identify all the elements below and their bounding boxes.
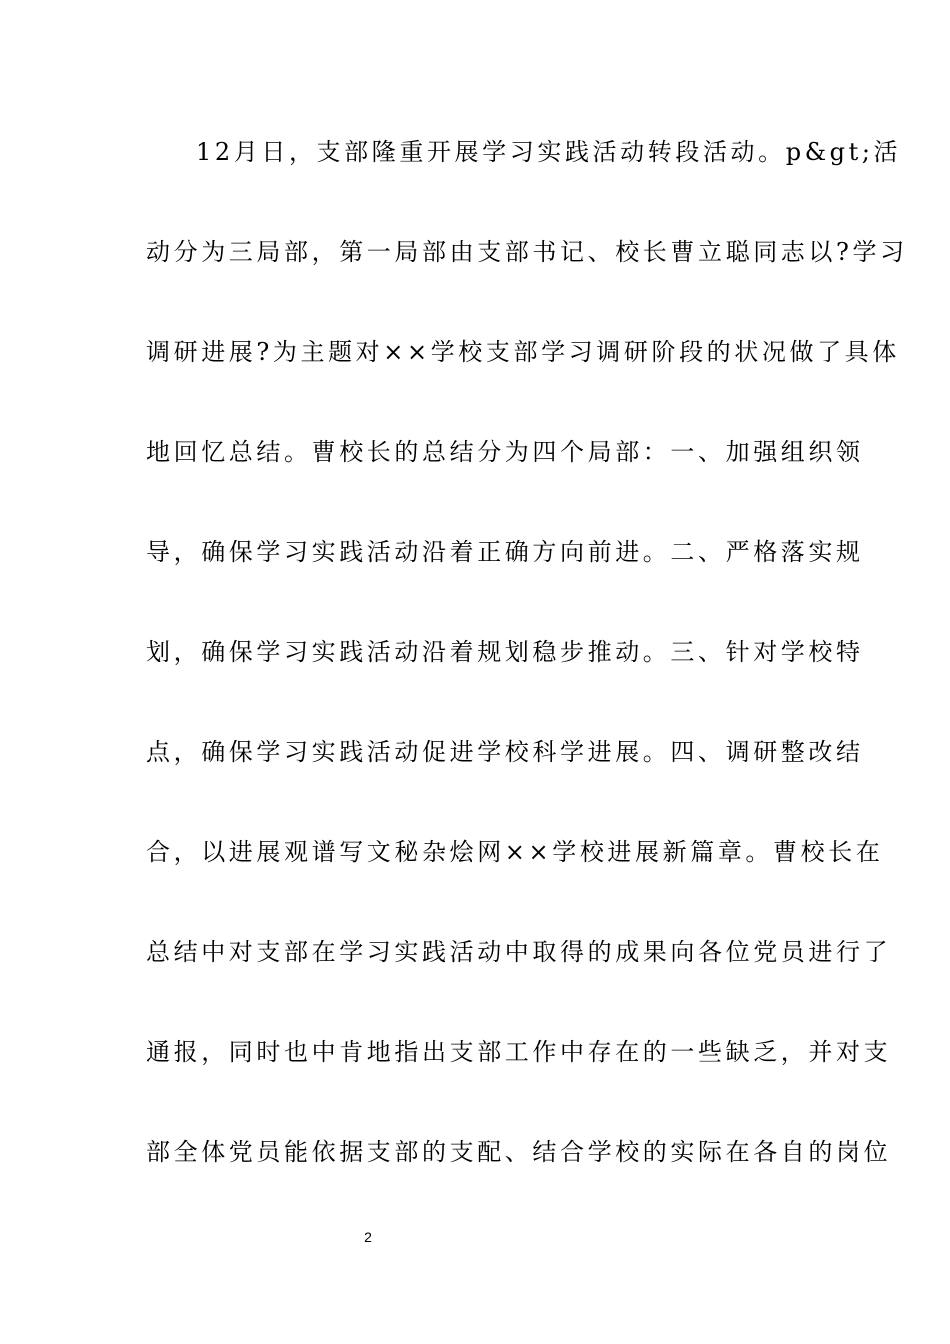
text-line-3: 调研进展?为主题对××学校支部学习调研阶段的状况做了具体 [146, 338, 900, 366]
text-line-7: 点，确保学习实践活动促进学校科学进展。四、调研整改结 [146, 738, 864, 766]
text-line-8: 合，以进展观谱写文秘杂烩网××学校进展新篇章。曹校长在 [146, 838, 884, 866]
text-line-11: 部全体党员能依据支部的支配、结合学校的实际在各自的岗位 [146, 1138, 892, 1166]
text-line-10: 通报，同时也中肯地指出支部工作中存在的一些缺乏，并对支 [146, 1038, 892, 1066]
text-line-9: 总结中对支部在学习实践活动中取得的成果向各位党员进行了 [146, 938, 892, 966]
text-line-2: 动分为三局部，第一局部由支部书记、校长曹立聪同志以?学习 [146, 238, 908, 266]
text-line-5: 导，确保学习实践活动沿着正确方向前进。二、严格落实规 [146, 538, 864, 566]
page-number: 2 [364, 1229, 372, 1245]
body-paragraph [146, 127, 908, 1227]
text-line-6: 划，确保学习实践活动沿着规划稳步推动。三、针对学校特 [146, 638, 864, 666]
text-line-1: 12月日，支部隆重开展学习实践活动转段活动。p&gt;活 [196, 138, 902, 166]
text-line-4: 地回忆总结。曹校长的总结分为四个局部：一、加强组织领 [146, 438, 864, 466]
